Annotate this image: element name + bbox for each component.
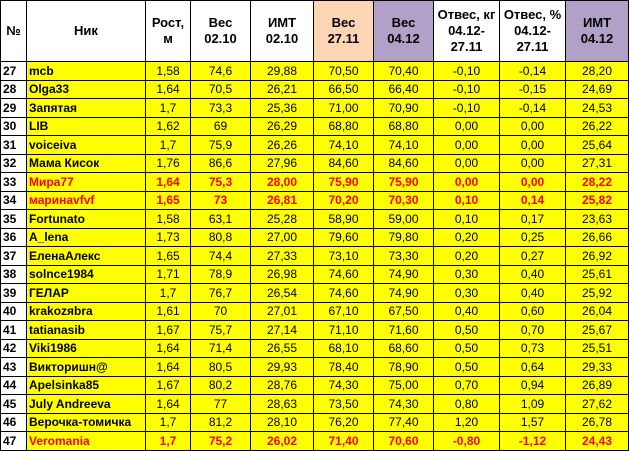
- weight-2711-cell: 75,90: [314, 173, 374, 192]
- height-cell: 1,64: [146, 173, 191, 192]
- header-loss-pct: Отвес, % 04.12-27.11: [500, 1, 566, 62]
- loss-kg-cell: 0,80: [434, 395, 500, 414]
- nick-cell: Викторишн@: [27, 358, 146, 377]
- bmi-0210-cell: 25,28: [251, 210, 314, 229]
- loss-kg-cell: 0,10: [434, 191, 500, 210]
- bmi-0412-cell: 23,63: [566, 210, 629, 229]
- weight-0210-cell: 73,3: [191, 99, 251, 118]
- weight-0210-cell: 86,6: [191, 154, 251, 173]
- loss-kg-cell: -0,10: [434, 80, 500, 99]
- table-row: [1, 210, 629, 229]
- bmi-0412-cell: 25,64: [566, 136, 629, 155]
- weight-2711-cell: 76,20: [314, 413, 374, 432]
- weight-0210-cell: 75,7: [191, 321, 251, 340]
- row-number: 36: [1, 228, 27, 247]
- bmi-0412-cell: 26,04: [566, 302, 629, 321]
- loss-kg-cell: 0,50: [434, 339, 500, 358]
- height-cell: 1,65: [146, 247, 191, 266]
- nick-cell: ГЕЛАР: [27, 284, 146, 303]
- nick-cell: ЕленаАлекс: [27, 247, 146, 266]
- bmi-0412-cell: 26,78: [566, 413, 629, 432]
- height-cell: 1,65: [146, 191, 191, 210]
- weight-0412-cell: 74,90: [374, 284, 434, 303]
- header-weight-0210: Вес 02.10: [191, 1, 251, 62]
- nick-cell: July Andreeva: [27, 395, 146, 414]
- nick-cell: solnce1984: [27, 265, 146, 284]
- row-number: 40: [1, 302, 27, 321]
- table-row: [1, 284, 629, 303]
- row-number: 29: [1, 99, 27, 118]
- bmi-0210-cell: 27,00: [251, 228, 314, 247]
- nick-cell: tatianasib: [27, 321, 146, 340]
- weight-2711-cell: 68,80: [314, 117, 374, 136]
- loss-pct-cell: -0,14: [500, 62, 566, 81]
- header-height: Рост, м: [146, 1, 191, 62]
- header-weight-0412: Вес 04.12: [374, 1, 434, 62]
- height-cell: 1,64: [146, 358, 191, 377]
- height-cell: 1,67: [146, 376, 191, 395]
- height-cell: 1,64: [146, 395, 191, 414]
- height-cell: 1,64: [146, 80, 191, 99]
- bmi-0210-cell: 26,55: [251, 339, 314, 358]
- row-number: 46: [1, 413, 27, 432]
- weight-0412-cell: 70,40: [374, 62, 434, 81]
- loss-pct-cell: 0,00: [500, 117, 566, 136]
- loss-kg-cell: -0,10: [434, 99, 500, 118]
- row-number: 47: [1, 432, 27, 451]
- loss-kg-cell: 0,20: [434, 247, 500, 266]
- weight-2711-cell: 70,50: [314, 62, 374, 81]
- weight-0412-cell: 68,60: [374, 339, 434, 358]
- nick-cell: Fortunato: [27, 210, 146, 229]
- nick-cell: Верочка-томичка: [27, 413, 146, 432]
- weight-0210-cell: 80,5: [191, 358, 251, 377]
- loss-pct-cell: -0,14: [500, 99, 566, 118]
- weight-0210-cell: 75,3: [191, 173, 251, 192]
- loss-pct-cell: 0,00: [500, 154, 566, 173]
- bmi-0210-cell: 27,96: [251, 154, 314, 173]
- loss-pct-cell: 0,17: [500, 210, 566, 229]
- nick-cell: маринаvfvf: [27, 191, 146, 210]
- bmi-0210-cell: 26,29: [251, 117, 314, 136]
- loss-pct-cell: 0,70: [500, 321, 566, 340]
- row-number: 31: [1, 136, 27, 155]
- bmi-0210-cell: 27,01: [251, 302, 314, 321]
- height-cell: 1,58: [146, 210, 191, 229]
- table-row: [1, 136, 629, 155]
- loss-pct-cell: 0,94: [500, 376, 566, 395]
- loss-pct-cell: -0,15: [500, 80, 566, 99]
- bmi-0210-cell: 26,54: [251, 284, 314, 303]
- row-number: 41: [1, 321, 27, 340]
- loss-pct-cell: 0,40: [500, 284, 566, 303]
- weight-2711-cell: 58,90: [314, 210, 374, 229]
- row-number: 33: [1, 173, 27, 192]
- row-number: 34: [1, 191, 27, 210]
- weight-0210-cell: 74,6: [191, 62, 251, 81]
- bmi-0210-cell: 26,81: [251, 191, 314, 210]
- row-number: 28: [1, 80, 27, 99]
- weight-0412-cell: 74,10: [374, 136, 434, 155]
- nick-cell: Veromania: [27, 432, 146, 451]
- bmi-0210-cell: 29,88: [251, 62, 314, 81]
- row-number: 38: [1, 265, 27, 284]
- bmi-0210-cell: 28,10: [251, 413, 314, 432]
- weight-0412-cell: 78,90: [374, 358, 434, 377]
- bmi-0412-cell: 25,67: [566, 321, 629, 340]
- weight-0412-cell: 68,80: [374, 117, 434, 136]
- height-cell: 1,58: [146, 62, 191, 81]
- table-row: [1, 321, 629, 340]
- height-cell: 1,61: [146, 302, 191, 321]
- bmi-0412-cell: 26,66: [566, 228, 629, 247]
- weight-2711-cell: 74,60: [314, 265, 374, 284]
- height-cell: 1,67: [146, 321, 191, 340]
- weight-2711-cell: 68,10: [314, 339, 374, 358]
- loss-pct-cell: 0,73: [500, 339, 566, 358]
- header-row: [1, 1, 629, 62]
- loss-kg-cell: -0,80: [434, 432, 500, 451]
- loss-kg-cell: 0,20: [434, 228, 500, 247]
- table-row: [1, 358, 629, 377]
- weight-2711-cell: 71,40: [314, 432, 374, 451]
- header-weight-2711: Вес 27.11: [314, 1, 374, 62]
- nick-cell: Olga33: [27, 80, 146, 99]
- height-cell: 1,73: [146, 228, 191, 247]
- bmi-0412-cell: 29,33: [566, 358, 629, 377]
- header-bmi-0210: ИМТ 02.10: [251, 1, 314, 62]
- table-body: [1, 62, 629, 451]
- weight-2711-cell: 74,60: [314, 284, 374, 303]
- loss-kg-cell: 0,40: [434, 302, 500, 321]
- weight-0412-cell: 70,60: [374, 432, 434, 451]
- table-row: [1, 99, 629, 118]
- weight-0412-cell: 79,80: [374, 228, 434, 247]
- weight-0412-cell: 70,90: [374, 99, 434, 118]
- height-cell: 1,76: [146, 154, 191, 173]
- row-number: 39: [1, 284, 27, 303]
- loss-pct-cell: 1,57: [500, 413, 566, 432]
- row-number: 27: [1, 62, 27, 81]
- loss-pct-cell: 0,27: [500, 247, 566, 266]
- bmi-0210-cell: 29,93: [251, 358, 314, 377]
- nick-cell: mcb: [27, 62, 146, 81]
- weight-0412-cell: 74,30: [374, 395, 434, 414]
- weight-0210-cell: 70,5: [191, 80, 251, 99]
- header-bmi-0412: ИМТ 04.12: [566, 1, 629, 62]
- bmi-0210-cell: 27,33: [251, 247, 314, 266]
- weight-0412-cell: 66,40: [374, 80, 434, 99]
- table-row: [1, 80, 629, 99]
- table-row: [1, 247, 629, 266]
- header-loss-kg: Отвес, кг 04.12-27.11: [434, 1, 500, 62]
- weight-0412-cell: 70,30: [374, 191, 434, 210]
- weight-2711-cell: 73,50: [314, 395, 374, 414]
- bmi-0210-cell: 26,02: [251, 432, 314, 451]
- weight-2711-cell: 71,10: [314, 321, 374, 340]
- loss-kg-cell: 0,50: [434, 358, 500, 377]
- loss-pct-cell: 0,64: [500, 358, 566, 377]
- bmi-0412-cell: 28,20: [566, 62, 629, 81]
- weight-0210-cell: 75,9: [191, 136, 251, 155]
- weight-0210-cell: 77: [191, 395, 251, 414]
- loss-kg-cell: 0,00: [434, 173, 500, 192]
- bmi-0412-cell: 27,31: [566, 154, 629, 173]
- weight-2711-cell: 74,30: [314, 376, 374, 395]
- bmi-0412-cell: 26,92: [566, 247, 629, 266]
- table-row: [1, 173, 629, 192]
- weight-2711-cell: 73,10: [314, 247, 374, 266]
- loss-pct-cell: 1,09: [500, 395, 566, 414]
- nick-cell: Мира77: [27, 173, 146, 192]
- weight-0412-cell: 84,60: [374, 154, 434, 173]
- bmi-0210-cell: 26,26: [251, 136, 314, 155]
- table-row: [1, 117, 629, 136]
- bmi-0210-cell: 26,21: [251, 80, 314, 99]
- weight-0210-cell: 71,4: [191, 339, 251, 358]
- table-row: [1, 395, 629, 414]
- loss-pct-cell: 0,25: [500, 228, 566, 247]
- loss-pct-cell: 0,40: [500, 265, 566, 284]
- loss-kg-cell: 0,10: [434, 210, 500, 229]
- row-number: 45: [1, 395, 27, 414]
- table-row: [1, 339, 629, 358]
- nick-cell: Мама Кисок: [27, 154, 146, 173]
- weight-0210-cell: 70: [191, 302, 251, 321]
- bmi-0412-cell: 26,22: [566, 117, 629, 136]
- bmi-0210-cell: 28,76: [251, 376, 314, 395]
- weight-0210-cell: 75,2: [191, 432, 251, 451]
- weight-2711-cell: 74,10: [314, 136, 374, 155]
- nick-cell: Apelsinka85: [27, 376, 146, 395]
- row-number: 37: [1, 247, 27, 266]
- bmi-0412-cell: 25,51: [566, 339, 629, 358]
- loss-kg-cell: -0,10: [434, 62, 500, 81]
- bmi-0412-cell: 26,89: [566, 376, 629, 395]
- weight-0210-cell: 63,1: [191, 210, 251, 229]
- weight-0210-cell: 80,2: [191, 376, 251, 395]
- table-row: [1, 302, 629, 321]
- loss-pct-cell: 0,14: [500, 191, 566, 210]
- bmi-0210-cell: 28,00: [251, 173, 314, 192]
- row-number: 44: [1, 376, 27, 395]
- weight-0412-cell: 74,90: [374, 265, 434, 284]
- height-cell: 1,64: [146, 339, 191, 358]
- bmi-0412-cell: 24,53: [566, 99, 629, 118]
- weight-2711-cell: 70,20: [314, 191, 374, 210]
- header-nick: Ник: [27, 1, 146, 62]
- nick-cell: LIB: [27, 117, 146, 136]
- row-number: 35: [1, 210, 27, 229]
- weight-2711-cell: 67,10: [314, 302, 374, 321]
- weight-0412-cell: 59,00: [374, 210, 434, 229]
- loss-kg-cell: 0,00: [434, 117, 500, 136]
- weight-0210-cell: 73: [191, 191, 251, 210]
- loss-pct-cell: 0,00: [500, 173, 566, 192]
- table-row: [1, 265, 629, 284]
- row-number: 30: [1, 117, 27, 136]
- weight-0412-cell: 73,30: [374, 247, 434, 266]
- loss-kg-cell: 0,70: [434, 376, 500, 395]
- header-number: №: [1, 1, 27, 62]
- bmi-0210-cell: 26,98: [251, 265, 314, 284]
- height-cell: 1,7: [146, 413, 191, 432]
- table-row: [1, 191, 629, 210]
- loss-pct-cell: 0,00: [500, 136, 566, 155]
- row-number: 32: [1, 154, 27, 173]
- weight-2711-cell: 84,60: [314, 154, 374, 173]
- weight-0210-cell: 78,9: [191, 265, 251, 284]
- nick-cell: krakozяbra: [27, 302, 146, 321]
- nick-cell: voiceiva: [27, 136, 146, 155]
- weight-0412-cell: 75,00: [374, 376, 434, 395]
- loss-kg-cell: 0,50: [434, 321, 500, 340]
- bmi-0210-cell: 28,63: [251, 395, 314, 414]
- height-cell: 1,71: [146, 265, 191, 284]
- weight-2711-cell: 79,60: [314, 228, 374, 247]
- bmi-0412-cell: 25,61: [566, 265, 629, 284]
- loss-kg-cell: 0,00: [434, 136, 500, 155]
- loss-pct-cell: 0,60: [500, 302, 566, 321]
- table-row: [1, 432, 629, 451]
- weight-0412-cell: 75,90: [374, 173, 434, 192]
- bmi-0210-cell: 25,36: [251, 99, 314, 118]
- loss-pct-cell: -1,12: [500, 432, 566, 451]
- height-cell: 1,7: [146, 432, 191, 451]
- weight-2711-cell: 66,50: [314, 80, 374, 99]
- table-row: [1, 376, 629, 395]
- bmi-0210-cell: 27,14: [251, 321, 314, 340]
- bmi-0412-cell: 25,92: [566, 284, 629, 303]
- weight-0412-cell: 67,50: [374, 302, 434, 321]
- row-number: 42: [1, 339, 27, 358]
- bmi-0412-cell: 27,62: [566, 395, 629, 414]
- weight-0210-cell: 74,4: [191, 247, 251, 266]
- height-cell: 1,62: [146, 117, 191, 136]
- bmi-0412-cell: 24,69: [566, 80, 629, 99]
- loss-kg-cell: 0,00: [434, 154, 500, 173]
- loss-kg-cell: 0,30: [434, 265, 500, 284]
- weight-0412-cell: 77,40: [374, 413, 434, 432]
- table-row: [1, 413, 629, 432]
- table-row: [1, 228, 629, 247]
- weight-0210-cell: 69: [191, 117, 251, 136]
- height-cell: 1,7: [146, 136, 191, 155]
- height-cell: 1,7: [146, 284, 191, 303]
- bmi-0412-cell: 28,22: [566, 173, 629, 192]
- table-row: [1, 62, 629, 81]
- nick-cell: Viki1986: [27, 339, 146, 358]
- height-cell: 1,7: [146, 99, 191, 118]
- weight-0210-cell: 76,7: [191, 284, 251, 303]
- weight-0210-cell: 80,8: [191, 228, 251, 247]
- table-row: [1, 154, 629, 173]
- weight-2711-cell: 71,00: [314, 99, 374, 118]
- weight-0210-cell: 81,2: [191, 413, 251, 432]
- bmi-0412-cell: 24,43: [566, 432, 629, 451]
- weight-2711-cell: 78,40: [314, 358, 374, 377]
- nick-cell: A_lena: [27, 228, 146, 247]
- bmi-0412-cell: 25,82: [566, 191, 629, 210]
- row-number: 43: [1, 358, 27, 377]
- nick-cell: Запятая: [27, 99, 146, 118]
- loss-kg-cell: 1,20: [434, 413, 500, 432]
- loss-kg-cell: 0,30: [434, 284, 500, 303]
- weight-0412-cell: 71,60: [374, 321, 434, 340]
